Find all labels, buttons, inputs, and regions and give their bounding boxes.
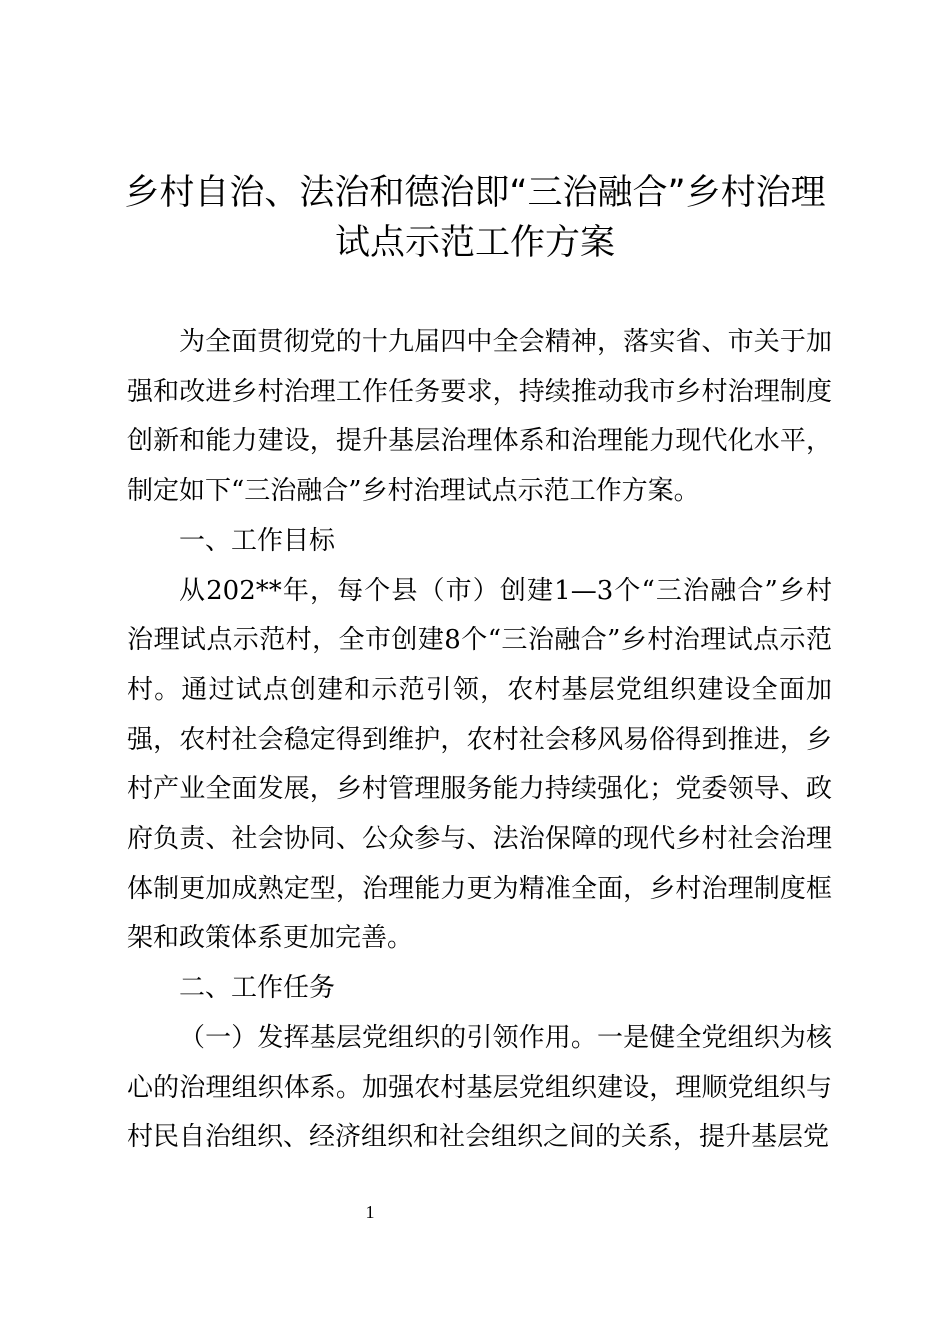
section-heading-goals: 一、工作目标 bbox=[179, 525, 336, 556]
page-number: 1 bbox=[365, 1202, 375, 1222]
intro-paragraph: 为全面贯彻党的十九届四中全会精神，落实省、市关于加强和改进乡村治理工作任务要求，持续推动我市乡村治理制度创新和能力建设，提升基层治理体系和治理能力现代化水平，制定如下“三治融合”乡村治理试点示范工作方案。 bbox=[127, 327, 832, 507]
document-title bbox=[100, 168, 850, 268]
goals-paragraph: 从202**年，每个县（市）创建1—3个“三治融合”乡村治理试点示范村，全市创建8个“三治融合”乡村治理试点示范村。通过试点创建和示范引领，农村基层党组织建设全面加强，农村社会稳定得到维护，农村社会移风易俗得到推进，乡村产业全面发展，乡村管理服务能力持续强化；党委领导、政府负责、社会协同、公众参与、法治保障的现代乡村社会治理体制更加成熟定型，治理能力更为精准全面，乡村治理制度框架和政策体系更加完善。 bbox=[127, 575, 832, 954]
title-line-1: 乡村自治、法治和德治即“三治融合”乡村治理 bbox=[124, 173, 826, 213]
tasks-paragraph: （一）发挥基层党组织的引领作用。一是健全党组织为核心的治理组织体系。加强农村基层党组织建设，理顺党组织与村民自治组织、经济组织和社会组织之间的关系，提升基层党 bbox=[127, 1022, 832, 1153]
title-line-2: 试点示范工作方案 bbox=[334, 223, 615, 263]
section-heading-tasks: 二、工作任务 bbox=[179, 973, 336, 1004]
document-body bbox=[127, 318, 832, 1163]
